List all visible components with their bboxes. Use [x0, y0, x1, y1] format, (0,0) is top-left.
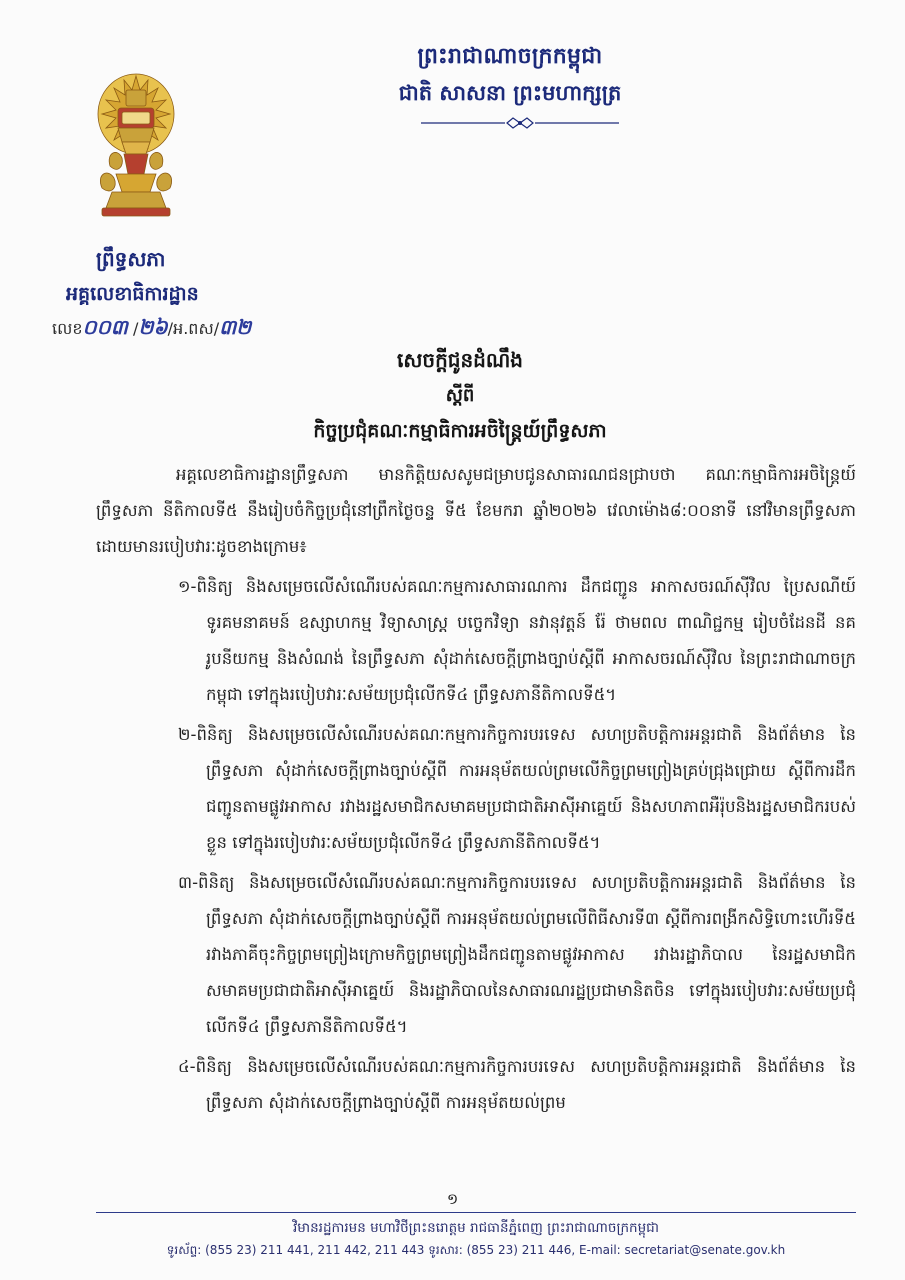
agenda-item: ២-ពិនិត្យ និងសម្រេចលើសំណើរបស់គណៈកម្មការកិច្ចការបរទេស សហប្រតិបត្តិការអន្តរជាតិ និងព័ត៌មាន នៃព្រឹទ្ធសភា សុំដាក់សេចក្តីព្រាងច្បាប់ស្តីពី ការអនុម័តយល់ព្រមលើកិច្ចព្រមព្រៀងគ្រប់ជ្រុងជ្រោយ ស្តីពីការដឹកជញ្ជូនតាមផ្លូវអាកាស រវាងរដ្ឋសមាជិកសមាគមប្រជាជាតិអាស៊ីអាគ្នេយ៍ និងសហភាពអឺរ៉ុបនិងរដ្ឋសមាជិករបស់ខ្លួន ទៅក្នុងរបៀបវារៈសម័យប្រជុំលើកទី៤ ព្រឹទ្ធសភានីតិកាលទី៥។ [178, 725, 856, 852]
fax-number: (855 23) 211 446, [466, 1243, 576, 1257]
agenda-item: ១-ពិនិត្យ និងសម្រេចលើសំណើរបស់គណៈកម្មការសាធារណការ ដឹកជញ្ជូន អាកាសចរណ៍ស៊ីវិល ប្រៃសណីយ៍ ទូរគមនាគមន៍ ឧស្សាហកម្ម វិទ្យាសាស្ត្រ បច្ចេកវិទ្យា នវានុវត្តន៍ រ៉ែ ថាមពល ពាណិជ្ជកម្ម រៀបចំដែនដី នគរូបនីយកម្ម និងសំណង់ នៃព្រឹទ្ធសភា សុំដាក់សេចក្តីព្រាងច្បាប់ស្តីពី អាកាសចរណ៍ស៊ីវិល នៃព្រះរាជាណាចក្រកម្ពុជា ទៅក្នុងរបៀបវារៈសម័យប្រជុំលើកទី៤ ព្រឹទ្ធសភានីតិកាលទី៥។ [178, 577, 856, 704]
divider-ornament-icon [415, 116, 625, 130]
title-notice: សេចក្តីជូនដំណឹង [397, 348, 523, 372]
reference-year: ២៦ [138, 315, 168, 339]
reference-number-value: ០០៣ [82, 315, 128, 339]
reference-suffix: ៣២ [219, 315, 252, 339]
intro-paragraph: អគ្គលេខាធិការដ្ឋានព្រឹទ្ធសភា មានកិត្តិយសសូមជម្រាបជូនសាធារណជនជ្រាបថា គណៈកម្មាធិការអចិន្ត្រៃយ៍ព្រឹទ្ធសភា នីតិកាលទី៥ នឹងរៀបចំកិច្ចប្រជុំនៅព្រឹកថ្ងៃចន្ទ ទី៥ ខែមករា ឆ្នាំ២០២៦ វេលាម៉ោង៨:០០នាទី នៅវិមានព្រឹទ្ធសភា ដោយមានរបៀបវារៈដូចខាងក្រោម៖ [96, 465, 856, 556]
national-motto: ជាតិ សាសនា ព្រះមហាក្សត្រ [398, 80, 622, 105]
kingdom-name: ព្រះរាជាណាចក្រកម្ពុជា [417, 43, 603, 69]
agenda-item: ៣-ពិនិត្យ និងសម្រេចលើសំណើរបស់គណៈកម្មការកិច្ចការបរទេស សហប្រតិបត្តិការអន្តរជាតិ និងព័ត៌មាន នៃព្រឹទ្ធសភា សុំដាក់សេចក្តីព្រាងច្បាប់ស្តីពី ការអនុម័តយល់ព្រមលើពិធីសារទី៣ ស្តីពីការពង្រីកសិទ្ធិហោះហើរទី៥ រវាងភាគីចុះកិច្ចព្រមព្រៀងក្រោមកិច្ចព្រមព្រៀងដឹកជញ្ជូនតាមផ្លូវអាកាស រវាងរដ្ឋាភិបាល នៃរដ្ឋសមាជិកសមាគមប្រជាជាតិអាស៊ីអាគ្នេយ៍ និងរដ្ឋាភិបាលនៃសាធារណរដ្ឋប្រជាមានិតចិន ទៅក្នុងរបៀបវារៈសម័យប្រជុំលើកទី៤ ព្រឹទ្ធសភានីតិកាលទី៥។ [178, 873, 856, 1036]
agenda-item: ៤-ពិនិត្យ និងសម្រេចលើសំណើរបស់គណៈកម្មការកិច្ចការបរទេស សហប្រតិបត្តិការអន្តរជាតិ និងព័ត៌មាន នៃព្រឹទ្ធសភា សុំដាក់សេចក្តីព្រាងច្បាប់ស្តីពី ការអនុម័តយល់ព្រម [178, 1057, 856, 1112]
document-title [150, 345, 770, 445]
fax-label: ទូរសារ: [428, 1243, 463, 1257]
phone-number: (855 23) 211 441, 211 442, 211 443 [205, 1243, 425, 1257]
issuer-department: អគ្គលេខាធិការដ្ឋាន [66, 283, 199, 305]
issuer-senate: ព្រឹទ្ធសភា [96, 247, 166, 271]
footer-divider [96, 1212, 856, 1213]
title-regarding: ស្តីពី [445, 385, 475, 406]
title-subject: កិច្ចប្រជុំគណៈកម្មាធិការអចិន្ត្រៃយ៍ព្រឹទ្ធសភា [313, 420, 607, 442]
footer-contact [96, 1240, 856, 1260]
email-address[interactable]: secretariat@senate.gov.kh [624, 1243, 786, 1257]
email-label: E-mail: [579, 1243, 621, 1257]
senate-emblem-icon [88, 70, 184, 220]
reference-prefix: លេខ [52, 319, 83, 338]
document-body [96, 457, 856, 1125]
phone-label: ទូរស័ព្ទ: [166, 1243, 202, 1257]
page-number: ១ [446, 1190, 459, 1208]
agenda-list [96, 569, 856, 1121]
letterhead-kingdom [340, 40, 680, 108]
reference-office: អ.ពស [173, 319, 214, 338]
reference-number: លេខ០០៣ /២៦/អ.ពស/៣២ [52, 315, 252, 339]
footer-address: វិមានរដ្ឋការមន មហាវិថីព្រះនរោត្តម រាជធានីភ្នំពេញ ព្រះរាជាណាចក្រកម្ពុជា [292, 1220, 660, 1236]
issuer-block [48, 245, 308, 307]
